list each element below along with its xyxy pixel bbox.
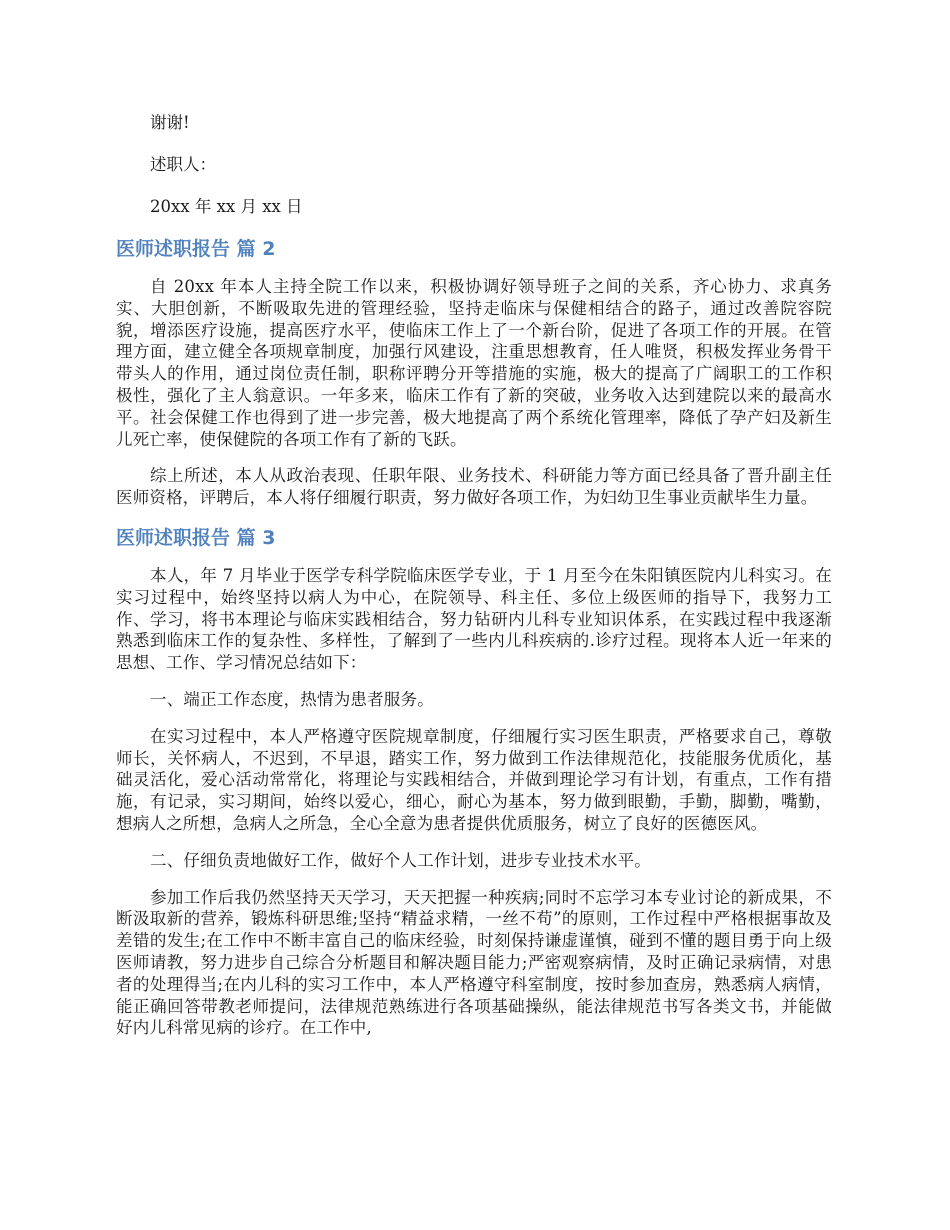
section-3-heading: 医师述职报告 篇 3	[116, 526, 276, 549]
document-body	[116, 110, 832, 1054]
section-2-heading: 医师述职报告 篇 2	[116, 238, 276, 260]
section-3-subheading-1: 一、端正工作态度，热情为患者服务。	[150, 689, 434, 709]
section-3-subheading-2: 二、仔细负责地做好工作，做好个人工作计划，进步专业技术水平。	[150, 850, 651, 870]
section-2-paragraph-1: 自 20xx 年本人主持全院工作以来，积极协调好领导班子之间的关系，齐心协力、求真务实、大胆创新，不断吸取先进的管理经验，坚持走临床与保健相结合的路子，通过改善院容院貌，增添医疗设施，提高医疗水平，使临床工作上了一个新台阶，促进了各项工作的开展。在管理方面，建立健全各项规章制度，加强行风建设，注重思想教育，任人唯贤，积极发挥业务骨干带头人的作用，通过岗位责任制，职称评聘分开等措施的实施，极大的提高了广阔职工的工作积极性，强化了主人翁意识。一年多来，临床工作有了新的突破，业务收入达到建院以来的最高水平。社会保健工作也得到了进一步完善，极大地提高了两个系统化管理率，降低了孕产妇及新生儿死亡率，使保健院的各项工作有了新的飞跃。	[116, 277, 832, 449]
section-3-paragraph-2: 在实习过程中，本人严格遵守医院规章制度，仔细履行实习医生职责，严格要求自己，尊敬师长，关怀病人，不迟到，不早退，踏实工作，努力做到工作法律规范化，技能服务优质化，基础灵活化，爱心活动常常化，将理论与实践相结合，并做到理论学习有计划，有重点，工作有措施，有记录，实习期间，始终以爱心，细心，耐心为基本，努力做到眼勤，手勤，脚勤，嘴勤，想病人之所想，急病人之所急，全心全意为患者提供优质服务，树立了良好的医德医风。	[116, 726, 832, 833]
section-3-paragraph-1: 本人，年 7 月毕业于医学专科学院临床医学专业，于 1 月至今在朱阳镇医院内儿科实习。在实习过程中，始终坚持以病人为中心，在院领导、科主任、多位上级医师的指导下，我努力工作、学习，将书本理论与临床实践相结合，努力钻研内儿科专业知识体系，在实践过程中我逐渐熟悉到临床工作的复杂性、多样性，了解到了一些内儿科疾病的.诊疗过程。现将本人近一年来的思想、工作、学习情况总结如下：	[116, 565, 832, 673]
section-3-paragraph-3: 参加工作后我仍然坚持天天学习，天天把握一种疾病;同时不忘学习本专业讨论的新成果，不断汲取新的营养，锻炼科研思维;坚持“精益求精，一丝不苟”的原则，工作过程中严格根据事故及差错的发生;在工作中不断丰富自己的临床经验，时刻保持谦虚谨慎，碰到不懂的题目勇于向上级医师请教，努力进步自己综合分析题目和解决题目能力;严密观察病情，及时正确记录病情，对患者的处理得当;在内儿科的实习工作中，本人严格遵守科室制度，按时参加查房，熟悉病人病情，能正确回答带教老师提问，法律规范熟练进行各项基础操纵，能法律规范书写各类文书，并能做好内儿科常见病的诊疗。在工作中,	[116, 887, 832, 1038]
closing-date: 20xx 年 xx 月 xx 日	[150, 197, 303, 216]
section-2-paragraph-2: 综上所述，本人从政治表现、任职年限、业务技术、科研能力等方面已经具备了晋升副主任医师资格，评聘后，本人将仔细履行职责，努力做好各项工作，为妇幼卫生事业贡献毕生力量。	[116, 466, 832, 508]
closing-reporter: 述职人：	[150, 155, 216, 174]
closing-thanks: 谢谢!	[150, 113, 190, 132]
